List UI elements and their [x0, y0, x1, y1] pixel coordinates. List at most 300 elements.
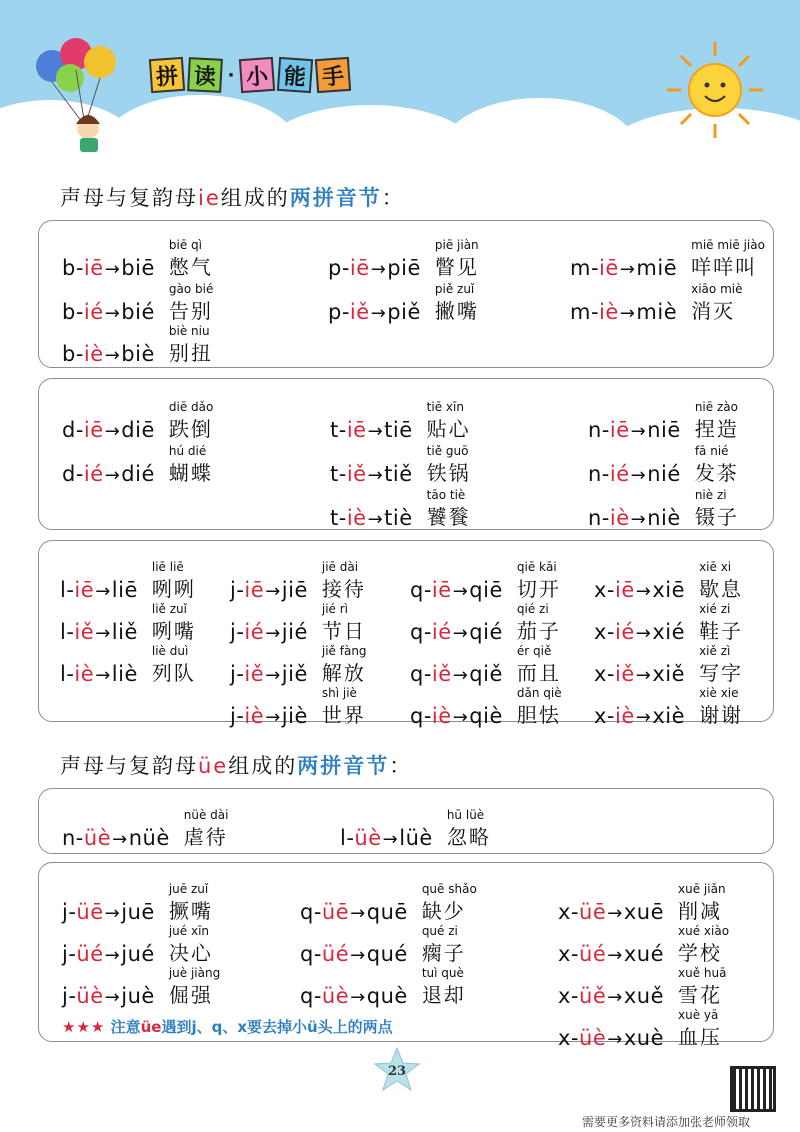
initial: j-: [230, 662, 245, 686]
example-word: [699, 602, 761, 644]
word-pinyin: juè jiàng: [168, 966, 221, 980]
arrow-icon: →: [619, 303, 636, 324]
example-word: [322, 686, 384, 728]
final: ié: [83, 300, 104, 324]
spelling-formula: [330, 506, 413, 530]
arrow-icon: →: [607, 945, 623, 966]
spelling-formula: [570, 300, 677, 324]
word-pinyin: miē miē jiào: [691, 238, 765, 252]
arrow-icon: →: [265, 581, 281, 602]
example-word: [695, 444, 757, 486]
word-pinyin: shì jiè: [321, 686, 357, 700]
word-hanzi: 铁锅: [426, 461, 471, 485]
word-pinyin: liè duì: [151, 644, 189, 658]
spelling-formula: [328, 256, 421, 280]
word-pinyin: qié zi: [516, 602, 549, 616]
word-hanzi: 撅嘴: [168, 899, 213, 923]
word-pinyin: fā nié: [694, 444, 729, 458]
final: iē: [599, 256, 619, 280]
syllable: jué: [121, 942, 155, 966]
heading-text: 声母与复韵母: [60, 186, 198, 210]
syllable-item: [570, 282, 753, 324]
syllable-item: [588, 488, 757, 530]
word-pinyin: tāo tiè: [426, 488, 466, 502]
word-pinyin: piě zuǐ: [434, 282, 475, 296]
initial: b-: [62, 256, 84, 280]
syllable: què: [366, 984, 408, 1008]
arrow-icon: →: [350, 903, 366, 924]
final: iě: [244, 662, 265, 686]
spelling-formula: [570, 256, 677, 280]
syllable-item: [410, 602, 579, 644]
initial: p-: [328, 300, 350, 324]
example-word: [427, 444, 489, 486]
final: üé: [321, 942, 350, 966]
spelling-formula: [328, 300, 421, 324]
final: iē: [615, 578, 635, 602]
initial: x-: [594, 662, 616, 686]
initial: j-: [230, 578, 245, 602]
syllable: niē: [647, 418, 681, 442]
qr-code-icon: [730, 1066, 776, 1112]
note-final: üe: [140, 1018, 162, 1036]
example-word: [152, 560, 214, 602]
final: iě: [74, 620, 95, 644]
arrow-icon: →: [635, 623, 652, 644]
arrow-icon: →: [630, 465, 647, 486]
final: iè: [83, 342, 104, 366]
initial: l-: [60, 662, 75, 686]
balloon-girl-icon: [30, 36, 140, 158]
syllable-item: [328, 238, 497, 280]
initial: q-: [410, 704, 432, 728]
word-pinyin: niè zi: [694, 488, 727, 502]
syllable: miē: [636, 256, 678, 280]
spelling-formula: [60, 662, 138, 686]
word-hanzi: 消灭: [691, 299, 736, 323]
word-hanzi: 虐待: [183, 825, 228, 849]
syllable: xié: [652, 620, 686, 644]
spelling-formula: [558, 1026, 664, 1050]
spelling-formula: [410, 662, 503, 686]
example-word: [699, 560, 761, 602]
word-hanzi: 解放: [321, 661, 366, 685]
word-pinyin: quē shǎo: [421, 882, 477, 896]
word-hanzi: 瞥见: [434, 255, 479, 279]
syllable: tiè: [384, 506, 413, 530]
spelling-formula: [340, 826, 433, 850]
syllable: jiè: [281, 704, 308, 728]
final: üè: [76, 984, 104, 1008]
final: ié: [83, 462, 104, 486]
word-pinyin: jié rì: [321, 602, 349, 616]
word-hanzi: 饕餮: [426, 505, 471, 529]
word-pinyin: xiě zì: [699, 644, 731, 658]
syllable-item: [558, 882, 740, 924]
example-word: [152, 644, 214, 686]
final: iè: [244, 704, 265, 728]
arrow-icon: →: [619, 259, 636, 280]
arrow-icon: →: [607, 987, 623, 1008]
arrow-icon: →: [367, 465, 384, 486]
word-pinyin: tiě guō: [426, 444, 469, 458]
example-word: [422, 882, 484, 924]
final: iè: [609, 506, 630, 530]
syllable: xué: [623, 942, 665, 966]
syllable: piē: [387, 256, 421, 280]
heading-final: ie: [198, 186, 221, 210]
spelling-formula: [594, 704, 685, 728]
page-number: 23: [387, 1064, 407, 1079]
final: iě: [346, 462, 367, 486]
word-pinyin: qiē kāi: [516, 560, 557, 574]
final: iē: [349, 256, 370, 280]
example-word: [427, 400, 489, 442]
arrow-icon: →: [104, 421, 121, 442]
spelling-formula: [558, 942, 664, 966]
spelling-formula: [60, 578, 138, 602]
syllable: dié: [121, 462, 155, 486]
initial: q-: [300, 942, 322, 966]
final: üě: [579, 984, 607, 1008]
example-word: [169, 882, 231, 924]
final: üè: [83, 826, 112, 850]
initial: t-: [330, 506, 347, 530]
example-word: [517, 644, 579, 686]
arrow-icon: →: [452, 707, 469, 728]
syllable-item: [60, 560, 214, 602]
syllable: tiě: [384, 462, 413, 486]
word-hanzi: 咧咧: [151, 577, 196, 601]
syllable: nüè: [128, 826, 170, 850]
word-hanzi: 憋气: [168, 255, 213, 279]
final: ié: [244, 620, 265, 644]
example-word: [422, 966, 484, 1008]
arrow-icon: →: [104, 903, 121, 924]
initial: q-: [410, 662, 432, 686]
arrow-icon: →: [607, 903, 623, 924]
syllable: liē: [111, 578, 138, 602]
title-char: 手: [315, 57, 351, 93]
syllable: tiē: [384, 418, 413, 442]
syllable: jiě: [281, 662, 308, 686]
word-pinyin: hú dié: [168, 444, 207, 458]
arrow-icon: →: [367, 421, 384, 442]
spelling-formula: [230, 662, 308, 686]
syllable-item: [230, 560, 384, 602]
example-word: [678, 966, 740, 1008]
word-hanzi: 谢谢: [699, 703, 744, 727]
syllable-item: [410, 686, 579, 728]
arrow-icon: →: [607, 1029, 623, 1050]
footer-text: 需要更多资料请添加张老师领取: [581, 1115, 750, 1129]
word-hanzi: 发茶: [694, 461, 739, 485]
word-pinyin: tuì què: [421, 966, 464, 980]
final: iē: [74, 578, 95, 602]
syllable: qiě: [469, 662, 503, 686]
final: iē: [83, 418, 104, 442]
word-pinyin: xiè xie: [699, 686, 739, 700]
example-word: [435, 238, 497, 280]
syllable-item: [594, 644, 761, 686]
spelling-formula: [62, 256, 155, 280]
arrow-icon: →: [452, 623, 469, 644]
syllable: xiè: [652, 704, 686, 728]
sun-icon: [665, 40, 765, 140]
initial: t-: [330, 418, 347, 442]
section-heading-ue: [60, 750, 412, 780]
word-hanzi: 倔强: [168, 983, 213, 1007]
final: iè: [346, 506, 367, 530]
spelling-formula: [594, 620, 685, 644]
spelling-formula: [588, 462, 681, 486]
spelling-formula: [62, 900, 155, 924]
word-hanzi: 缺少: [421, 899, 466, 923]
example-word: [678, 1008, 740, 1050]
syllable-item: [410, 644, 579, 686]
final: üé: [76, 942, 104, 966]
note: [62, 1016, 393, 1037]
title-char: 能: [277, 57, 313, 93]
initial: x-: [594, 620, 616, 644]
arrow-icon: →: [104, 303, 121, 324]
example-word: [517, 686, 579, 728]
syllable-item: [62, 238, 231, 280]
word-hanzi: 蝴蝶: [168, 461, 213, 485]
example-word: [427, 488, 489, 530]
initial: x-: [558, 984, 580, 1008]
syllable: qié: [469, 620, 503, 644]
initial: n-: [588, 462, 610, 486]
syllable-item: [588, 444, 757, 486]
spelling-formula: [410, 578, 503, 602]
word-hanzi: 雪花: [678, 983, 723, 1007]
spelling-formula: [62, 942, 155, 966]
word-pinyin: xiē xi: [699, 560, 732, 574]
word-hanzi: 胆怯: [516, 703, 561, 727]
spelling-formula: [410, 620, 503, 644]
word-pinyin: hū lüè: [446, 808, 485, 822]
arrow-icon: →: [370, 259, 387, 280]
initial: d-: [62, 418, 84, 442]
syllable-item: [230, 644, 384, 686]
word-pinyin: diē dǎo: [168, 400, 214, 414]
spelling-formula: [330, 418, 413, 442]
word-hanzi: 贴心: [426, 417, 471, 441]
syllable-item: [330, 444, 489, 486]
page-title: [150, 58, 350, 92]
spelling-formula: [62, 300, 155, 324]
arrow-icon: →: [370, 303, 387, 324]
arrow-icon: →: [630, 421, 647, 442]
final: iē: [609, 418, 630, 442]
final: iè: [74, 662, 95, 686]
word-hanzi: 列队: [151, 661, 196, 685]
syllable: liè: [111, 662, 138, 686]
section-heading-ie: [60, 182, 405, 212]
syllable: jiē: [281, 578, 308, 602]
syllable: xiě: [652, 662, 686, 686]
word-pinyin: jiē dài: [321, 560, 359, 574]
initial: x-: [594, 704, 616, 728]
syllable: qué: [366, 942, 408, 966]
example-word: [169, 238, 231, 280]
initial: j-: [230, 704, 245, 728]
example-word: [517, 560, 579, 602]
word-hanzi: 捏造: [694, 417, 739, 441]
heading-text: ：: [381, 186, 405, 210]
example-word: [322, 602, 384, 644]
spelling-formula: [60, 620, 138, 644]
heading-highlight: 两拼音节: [297, 754, 390, 778]
syllable: juē: [121, 900, 155, 924]
arrow-icon: →: [104, 345, 121, 366]
final: iē: [346, 418, 367, 442]
syllable-item: [340, 808, 509, 850]
syllable-item: [300, 966, 484, 1008]
title-char: 读: [187, 57, 223, 93]
spelling-formula: [594, 578, 685, 602]
final: iě: [431, 662, 452, 686]
word-pinyin: juē zuǐ: [168, 882, 209, 896]
syllable-item: [594, 686, 761, 728]
example-word: [691, 282, 753, 324]
final: iě: [349, 300, 370, 324]
arrow-icon: →: [635, 665, 652, 686]
spelling-formula: [230, 704, 308, 728]
syllable: jié: [281, 620, 308, 644]
syllable: niè: [647, 506, 681, 530]
spelling-formula: [330, 462, 413, 486]
spelling-formula: [588, 418, 681, 442]
arrow-icon: →: [112, 829, 128, 850]
word-hanzi: 退却: [421, 983, 466, 1007]
example-word: [322, 560, 384, 602]
example-word: [695, 488, 757, 530]
syllable-item: [62, 400, 231, 442]
final: iē: [83, 256, 104, 280]
example-word: [169, 924, 231, 966]
word-hanzi: 接待: [321, 577, 366, 601]
initial: x-: [594, 578, 616, 602]
syllable-item: [594, 602, 761, 644]
initial: b-: [62, 342, 84, 366]
heading-text: 组成的: [220, 186, 290, 210]
star-icon: ★★★: [62, 1018, 106, 1036]
syllable: lüè: [399, 826, 433, 850]
syllable-item: [230, 686, 384, 728]
initial: j-: [230, 620, 245, 644]
word-pinyin: xuē jiǎn: [678, 882, 726, 896]
word-hanzi: 决心: [168, 941, 213, 965]
syllable: piě: [387, 300, 421, 324]
word-pinyin: xiāo miè: [691, 282, 743, 296]
arrow-icon: →: [367, 509, 384, 530]
final: üè: [354, 826, 382, 850]
spelling-formula: [410, 704, 503, 728]
example-word: [678, 882, 740, 924]
word-hanzi: 节日: [321, 619, 366, 643]
syllable: bié: [121, 300, 155, 324]
arrow-icon: →: [635, 707, 652, 728]
spelling-formula: [300, 984, 408, 1008]
syllable-item: [60, 602, 214, 644]
syllable: nié: [647, 462, 681, 486]
heading-text: 声母与复韵母: [60, 754, 198, 778]
final: iè: [431, 704, 452, 728]
word-pinyin: nüè dài: [183, 808, 229, 822]
spelling-formula: [62, 826, 170, 850]
example-word: [435, 282, 497, 324]
heading-highlight: 两拼音节: [289, 186, 382, 210]
initial: j-: [62, 984, 77, 1008]
example-word: [169, 966, 231, 1008]
word-hanzi: 瘸子: [421, 941, 466, 965]
word-hanzi: 而且: [516, 661, 561, 685]
spelling-formula: [300, 900, 408, 924]
example-word: [678, 924, 740, 966]
word-hanzi: 忽略: [446, 825, 491, 849]
syllable-item: [410, 560, 579, 602]
syllable-item: [330, 400, 489, 442]
word-hanzi: 歇息: [699, 577, 744, 601]
syllable-item: [570, 238, 765, 280]
word-pinyin: liě zuǐ: [151, 602, 187, 616]
word-pinyin: liē liē: [151, 560, 184, 574]
arrow-icon: →: [95, 665, 111, 686]
note-text: 注意: [110, 1018, 141, 1036]
word-pinyin: jiě fàng: [321, 644, 367, 658]
word-hanzi: 鞋子: [699, 619, 744, 643]
arrow-icon: →: [265, 623, 281, 644]
initial: q-: [300, 900, 322, 924]
syllable-item: [62, 444, 231, 486]
syllable-item: [558, 924, 740, 966]
syllable: quē: [366, 900, 408, 924]
initial: m-: [570, 300, 600, 324]
syllable: xuē: [623, 900, 665, 924]
syllable-item: [558, 966, 740, 1008]
initial: x-: [558, 1026, 580, 1050]
syllable: miè: [636, 300, 678, 324]
syllable-item: [230, 602, 384, 644]
title-char: 小: [239, 57, 275, 93]
example-word: [169, 324, 231, 366]
initial: t-: [330, 462, 347, 486]
arrow-icon: →: [265, 707, 281, 728]
final: ié: [431, 620, 452, 644]
heading-final: üe: [198, 754, 229, 778]
syllable: qiè: [469, 704, 503, 728]
initial: x-: [558, 900, 580, 924]
note-text: 遇到j、q、x要去掉小ü头上的两点: [161, 1018, 393, 1036]
arrow-icon: →: [635, 581, 652, 602]
example-word: [447, 808, 509, 850]
example-word: [695, 400, 757, 442]
final: ié: [609, 462, 630, 486]
final: iē: [244, 578, 265, 602]
word-pinyin: biè niu: [168, 324, 210, 338]
syllable-item: [62, 924, 231, 966]
initial: x-: [558, 942, 580, 966]
word-pinyin: piē jiàn: [434, 238, 479, 252]
arrow-icon: →: [382, 829, 399, 850]
example-word: [322, 644, 384, 686]
word-pinyin: gào bié: [168, 282, 214, 296]
initial: j-: [62, 942, 77, 966]
example-word: [184, 808, 246, 850]
syllable-item: [62, 882, 231, 924]
